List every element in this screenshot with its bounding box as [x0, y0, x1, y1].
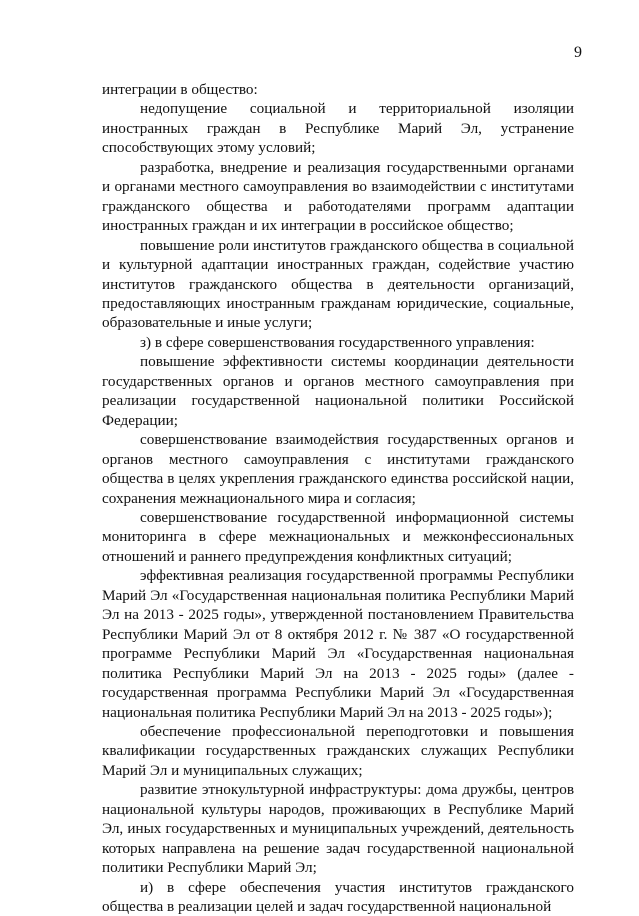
paragraph-state-program: эффективная реализация государственной программы Республики Марий Эл «Государственная национальная политика Республики Марий Эл на 2013 - 2025 годы», утвержденной постановлением Правительства Республики Марий Эл от 8 октября 2012 г. № 387 «О государственной программе Республики Марий Эл «Государственная национальная политика Республики Марий Эл на 2013 - 2025 годы» (далее - государственная программа Республики Марий Эл «Государственная национальная политика Республики Марий Эл на 2013 - 2025 годы»); — [102, 567, 574, 721]
paragraph-section-i-heading: и) в сфере обеспечения участия институтов гражданского общества в реализации целей и задач государственной национальной — [102, 878, 574, 916]
paragraph-monitoring-system: совершенствование государственной информационной системы мониторинга в сфере межнациональных и межконфессиональных отношений и раннего предупреждения конфликтных ситуаций; — [102, 508, 574, 565]
paragraph-continuation: интеграции в общество: — [102, 81, 258, 98]
paragraph-ethnocultural-infrastructure: развитие этнокультурной инфраструктуры: дома дружбы, центров национальной культуры народов, проживающих в Республике Марий Эл, иных государственных и муниципальных учреждений, деятельность которых направлена на решение задач государственной национальной политики Республики Марий Эл; — [102, 781, 574, 877]
paragraph-adaptation-programs: разработка, внедрение и реализация государственными органами и органами местного самоуправления во взаимодействии с институтами гражданского общества и работодателями программ адаптации иностранных граждан и их интеграции в российское общество; — [102, 158, 574, 235]
paragraph-interaction-improvement: совершенствование взаимодействия государственных органов и органов местного самоуправления с институтами гражданского общества в целях укрепления гражданского единства российской нации, сохранения межнационального мира и согласия; — [102, 431, 574, 507]
paragraph-professional-training: обеспечение профессиональной переподготовки и повышения квалификации государственных гражданских служащих Республики Марий Эл и муниципальных служащих; — [102, 722, 574, 779]
document-body — [102, 80, 574, 916]
paragraph-civil-society-role: повышение роли институтов гражданского общества в социальной и культурной адаптации иностранных граждан, содействие участию институтов гражданского общества в деятельности организаций, предоставляющих иностранным гражданам юридические, социальные, образовательные и иные услуги; — [102, 236, 574, 332]
page-number: 9 — [574, 44, 582, 61]
paragraph-coordination-efficiency: повышение эффективности системы координации деятельности государственных органов и органов местного самоуправления при реализации государственной национальной политики Российской Федерации; — [102, 353, 574, 429]
paragraph-isolation-prevention: недопущение социальной и территориальной изоляции иностранных граждан в Республике Марий Эл, устранение способствующих этому условий; — [102, 100, 574, 157]
paragraph-section-z-heading: з) в сфере совершенствования государственного управления: — [140, 333, 535, 351]
